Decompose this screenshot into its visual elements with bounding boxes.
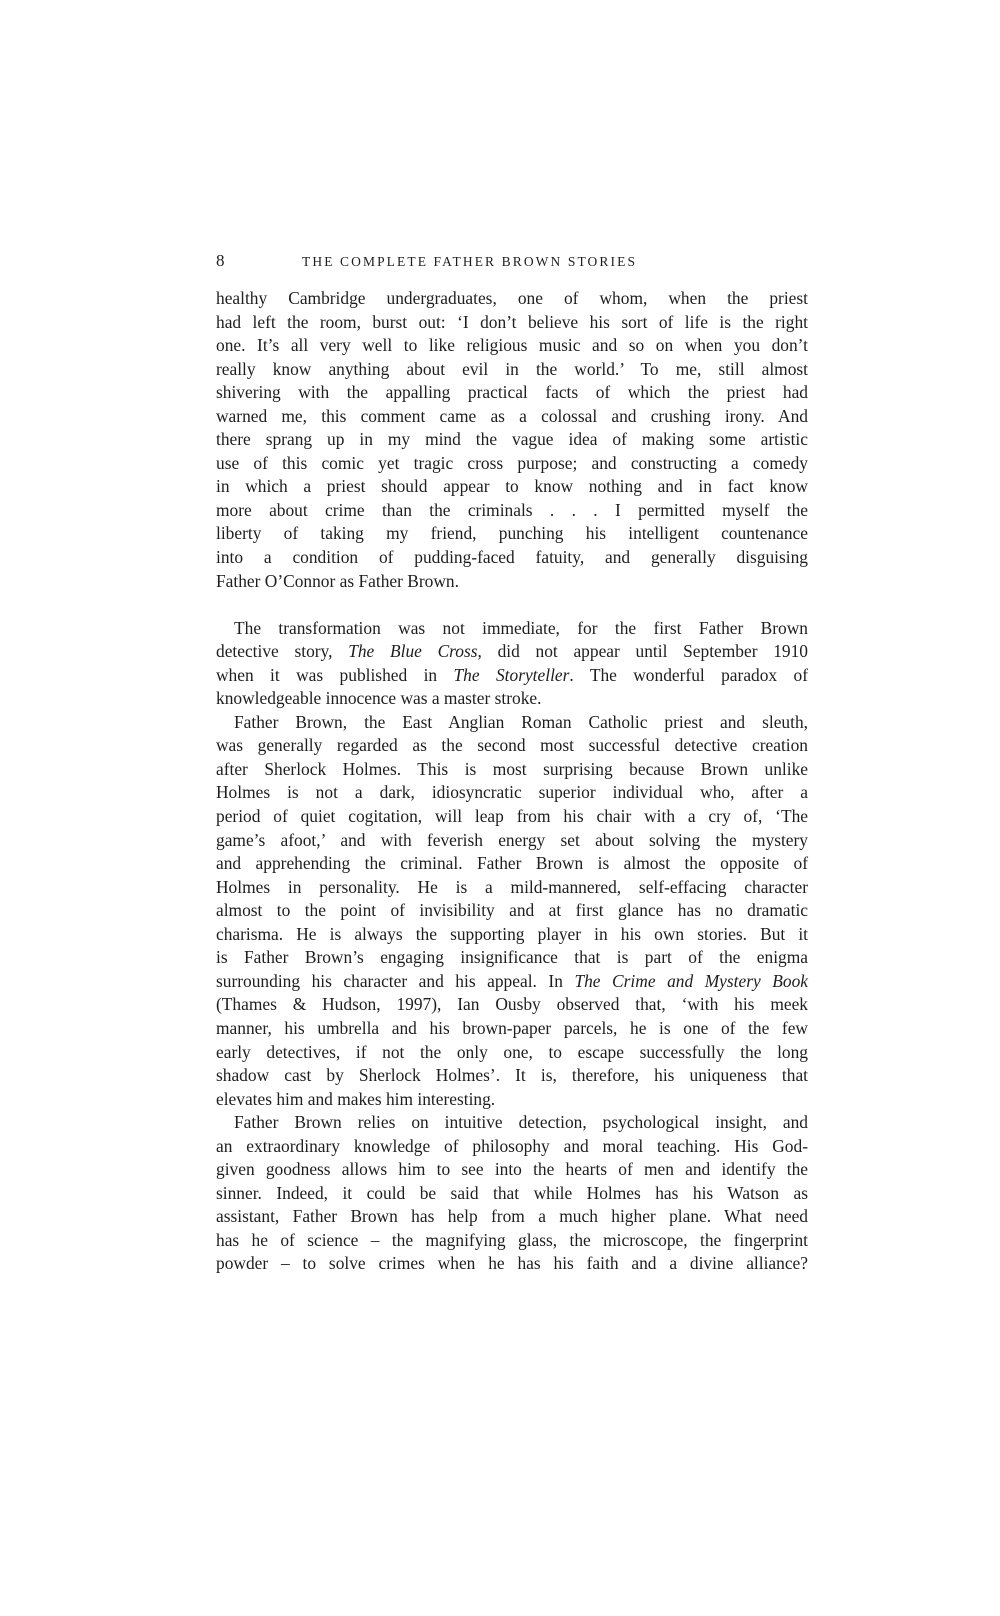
- text-line: charisma. He is always the supporting player in his own stories. But it: [216, 923, 808, 944]
- text-line: detective story, The Blue Cross, did not appear until September 1910: [216, 641, 808, 662]
- text-line: an extraordinary knowledge of philosophy and moral teaching. His God-: [216, 1135, 808, 1156]
- text-line: manner, his umbrella and his brown-paper parcels, he is one of the few: [216, 1017, 808, 1038]
- text-line: early detectives, if not the only one, to escape successfully the long: [216, 1041, 808, 1062]
- text-line: was generally regarded as the second most successful detective creation: [216, 735, 808, 756]
- text-line: after Sherlock Holmes. This is most surprising because Brown unlike: [216, 758, 808, 779]
- text-line: (Thames & Hudson, 1997), Ian Ousby observed that, ‘with his meek: [216, 994, 808, 1015]
- book-title: The Blue Cross: [348, 641, 478, 662]
- body-text: [216, 287, 808, 1276]
- text-line: Holmes is not a dark, idiosyncratic superior individual who, after a: [216, 782, 808, 803]
- text-line: really know anything about evil in the world.’ To me, still almost: [216, 358, 808, 379]
- book-title: The Crime and Mystery Book: [574, 970, 808, 991]
- text-line: given goodness allows him to see into the hearts of men and identify the: [216, 1159, 808, 1180]
- text-line: shadow cast by Sherlock Holmes’. It is, therefore, his uniqueness that: [216, 1065, 808, 1086]
- text-line: more about crime than the criminals . . . I permitted myself the: [216, 499, 808, 520]
- paragraph: [216, 617, 808, 711]
- text-line: assistant, Father Brown has help from a much higher plane. What need: [216, 1206, 808, 1227]
- text-line: when it was published in The Storyteller. The wonderful paradox of: [216, 664, 808, 685]
- text-line: game’s afoot,’ and with feverish energy set about solving the mystery: [216, 829, 808, 850]
- text-line: Father Brown relies on intuitive detection, psychological insight, and: [234, 1112, 808, 1133]
- text-line: powder – to solve crimes when he has his faith and a divine alliance?: [216, 1253, 808, 1274]
- text-line: in which a priest should appear to know nothing and in fact know: [216, 476, 808, 497]
- text-line: use of this comic yet tragic cross purpose; and constructing a comedy: [216, 452, 808, 473]
- page-number: 8: [216, 251, 225, 270]
- text-line: period of quiet cogitation, will leap from his chair with a cry of, ‘The: [216, 806, 808, 827]
- section-break: [216, 593, 808, 617]
- book-title: The Storyteller: [453, 664, 570, 685]
- text-line: surrounding his character and his appeal. In The Crime and Mystery Book: [216, 970, 808, 991]
- running-head-title: THE COMPLETE FATHER BROWN STORIES: [302, 254, 638, 269]
- text-line: elevates him and makes him interesting.: [216, 1088, 496, 1109]
- text-line: had left the room, burst out: ‘I don’t believe his sort of life is the right: [216, 311, 808, 332]
- text-line: into a condition of pudding-faced fatuity, and generally disguising: [216, 547, 808, 568]
- text-line: has he of science – the magnifying glass, the microscope, the fingerprint: [216, 1229, 808, 1250]
- text-line: Holmes in personality. He is a mild-mannered, self-effacing character: [216, 876, 808, 897]
- text-line: one. It’s all very well to like religious music and so on when you don’t: [216, 335, 808, 356]
- text-line: warned me, this comment came as a colossal and crushing irony. And: [216, 405, 808, 426]
- paragraph: [216, 711, 808, 1111]
- paragraph: [216, 1111, 808, 1276]
- text-line: liberty of taking my friend, punching his intelligent countenance: [216, 523, 808, 544]
- text-line: Father Brown, the East Anglian Roman Catholic priest and sleuth,: [234, 711, 808, 732]
- text-line: knowledgeable innocence was a master stroke.: [216, 688, 542, 709]
- text-line: there sprang up in my mind the vague idea of making some artistic: [216, 429, 808, 450]
- paragraph: [216, 287, 808, 593]
- text-line: The transformation was not immediate, for the first Father Brown: [234, 617, 808, 638]
- text-line: almost to the point of invisibility and at first glance has no dramatic: [216, 900, 808, 921]
- text-line: sinner. Indeed, it could be said that while Holmes has his Watson as: [216, 1182, 808, 1203]
- text-line: Father O’Connor as Father Brown.: [216, 570, 459, 591]
- text-line: shivering with the appalling practical facts of which the priest had: [216, 382, 808, 403]
- text-line: is Father Brown’s engaging insignificance that is part of the enigma: [216, 947, 808, 968]
- text-line: and apprehending the criminal. Father Brown is almost the opposite of: [216, 853, 808, 874]
- running-head: [216, 251, 808, 271]
- text-line: healthy Cambridge undergraduates, one of whom, when the priest: [216, 288, 808, 308]
